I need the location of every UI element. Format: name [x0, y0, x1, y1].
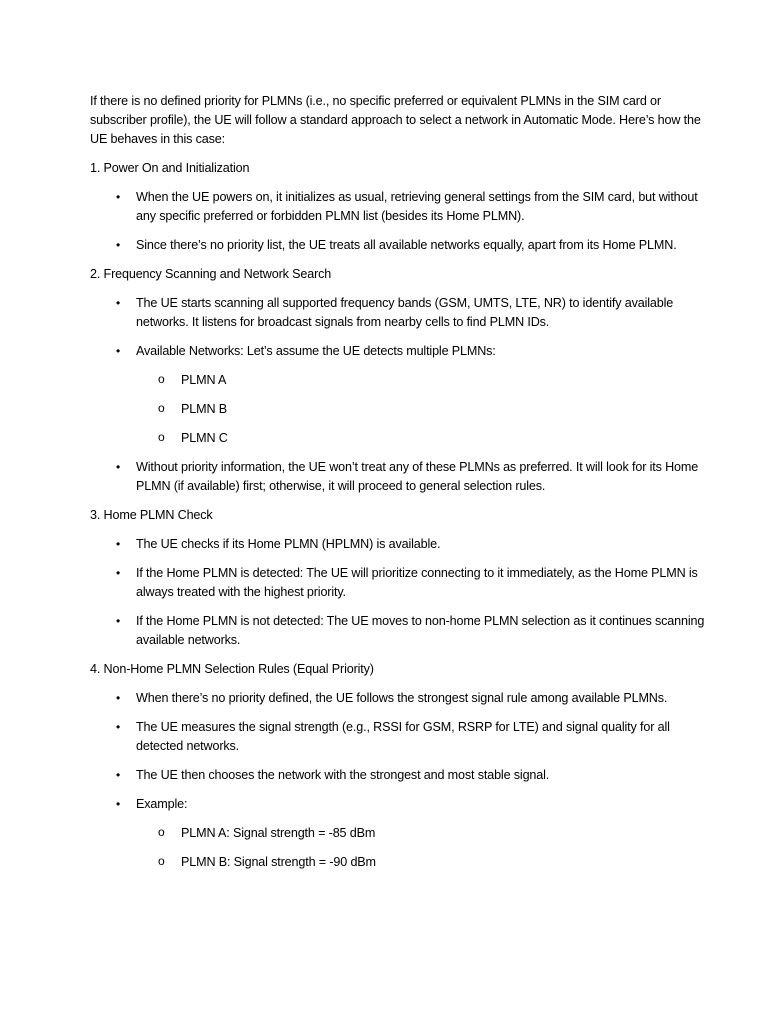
bullet-icon: • [116, 344, 121, 358]
intro-paragraph: If there is no defined priority for PLMNs (i.e., no specific preferred or equivalent PLMNs in the SIM card or subscriber profile), the UE will follow a standard approach to select a network in Automatic Mode. Here’s how the UE behaves in this case: [90, 94, 701, 146]
list-item-text: Since there’s no priority list, the UE treats all available networks equally, apart from its Home PLMN. [136, 238, 677, 252]
list-item-text: The UE checks if its Home PLMN (HPLMN) is available. [136, 537, 441, 551]
hollow-circle-bullet-icon: o [158, 430, 165, 444]
list-item-text: If the Home PLMN is not detected: The UE moves to non-home PLMN selection as it continues scanning available networks. [136, 614, 705, 647]
hollow-circle-bullet-icon: o [158, 854, 165, 868]
list-item [90, 188, 708, 226]
list-item [90, 236, 708, 255]
sub-list-item [136, 371, 708, 390]
bullet-icon: • [116, 296, 121, 310]
list-item-text: When the UE powers on, it initializes as usual, retrieving general settings from the SIM card, but without any specific preferred or forbidden PLMN list (besides its Home PLMN). [136, 190, 698, 223]
list-item [90, 718, 708, 756]
sub-list-item-text: PLMN A [181, 373, 227, 387]
list-item-text: If the Home PLMN is detected: The UE will prioritize connecting to it immediately, as the Home PLMN is always treated with the highest priority. [136, 566, 698, 599]
section-heading: 3. Home PLMN Check [90, 508, 213, 522]
sub-list-item [136, 853, 708, 872]
list-item [90, 535, 708, 554]
bullet-list [90, 689, 708, 872]
list-item-text: The UE starts scanning all supported frequency bands (GSM, UMTS, LTE, NR) to identify available networks. It listens for broadcast signals from nearby cells to find PLMN IDs. [136, 296, 674, 329]
list-item-text: The UE then chooses the network with the strongest and most stable signal. [136, 768, 550, 782]
hollow-circle-bullet-icon: o [158, 401, 165, 415]
list-item-text: The UE measures the signal strength (e.g., RSSI for GSM, RSRP for LTE) and signal quality for all detected networks. [136, 720, 670, 753]
bullet-list [90, 535, 708, 650]
bullet-icon: • [116, 566, 121, 580]
bullet-icon: • [116, 720, 121, 734]
section-heading: 2. Frequency Scanning and Network Search [90, 267, 332, 281]
section-heading: 4. Non-Home PLMN Selection Rules (Equal Priority) [90, 662, 374, 676]
sub-list-item-text: PLMN B [181, 402, 227, 416]
sub-list-item-text: PLMN B: Signal strength = -90 dBm [181, 855, 376, 869]
bullet-icon: • [116, 238, 121, 252]
list-item-text: Without priority information, the UE won’t treat any of these PLMNs as preferred. It will look for its Home PLMN (if available) first; otherwise, it will proceed to general selection rules. [136, 460, 699, 493]
list-item-text: Example: [136, 797, 188, 811]
list-item-text: When there’s no priority defined, the UE follows the strongest signal rule among available PLMNs. [136, 691, 668, 705]
bullet-icon: • [116, 614, 121, 628]
sub-bullet-list [136, 371, 708, 448]
list-item [90, 689, 708, 708]
list-item [90, 458, 708, 496]
bullet-icon: • [116, 190, 121, 204]
bullet-icon: • [116, 460, 121, 474]
bullet-icon: • [116, 768, 121, 782]
sub-list-item-text: PLMN C [181, 431, 228, 445]
section-heading: 1. Power On and Initialization [90, 161, 250, 175]
list-item-text: Available Networks: Let’s assume the UE detects multiple PLMNs: [136, 344, 496, 358]
sub-list-item [136, 824, 708, 843]
list-item [90, 766, 708, 785]
sub-list-item-text: PLMN A: Signal strength = -85 dBm [181, 826, 376, 840]
bullet-icon: • [116, 691, 121, 705]
list-item [90, 795, 708, 872]
list-item [90, 564, 708, 602]
hollow-circle-bullet-icon: o [158, 372, 165, 386]
sections-container [90, 159, 708, 872]
sub-list-item [136, 429, 708, 448]
sub-list-item [136, 400, 708, 419]
bullet-list [90, 294, 708, 496]
list-item [90, 342, 708, 448]
list-item [90, 612, 708, 650]
bullet-icon: • [116, 797, 121, 811]
list-item [90, 294, 708, 332]
sub-bullet-list [136, 824, 708, 872]
bullet-list [90, 188, 708, 255]
bullet-icon: • [116, 537, 121, 551]
hollow-circle-bullet-icon: o [158, 825, 165, 839]
